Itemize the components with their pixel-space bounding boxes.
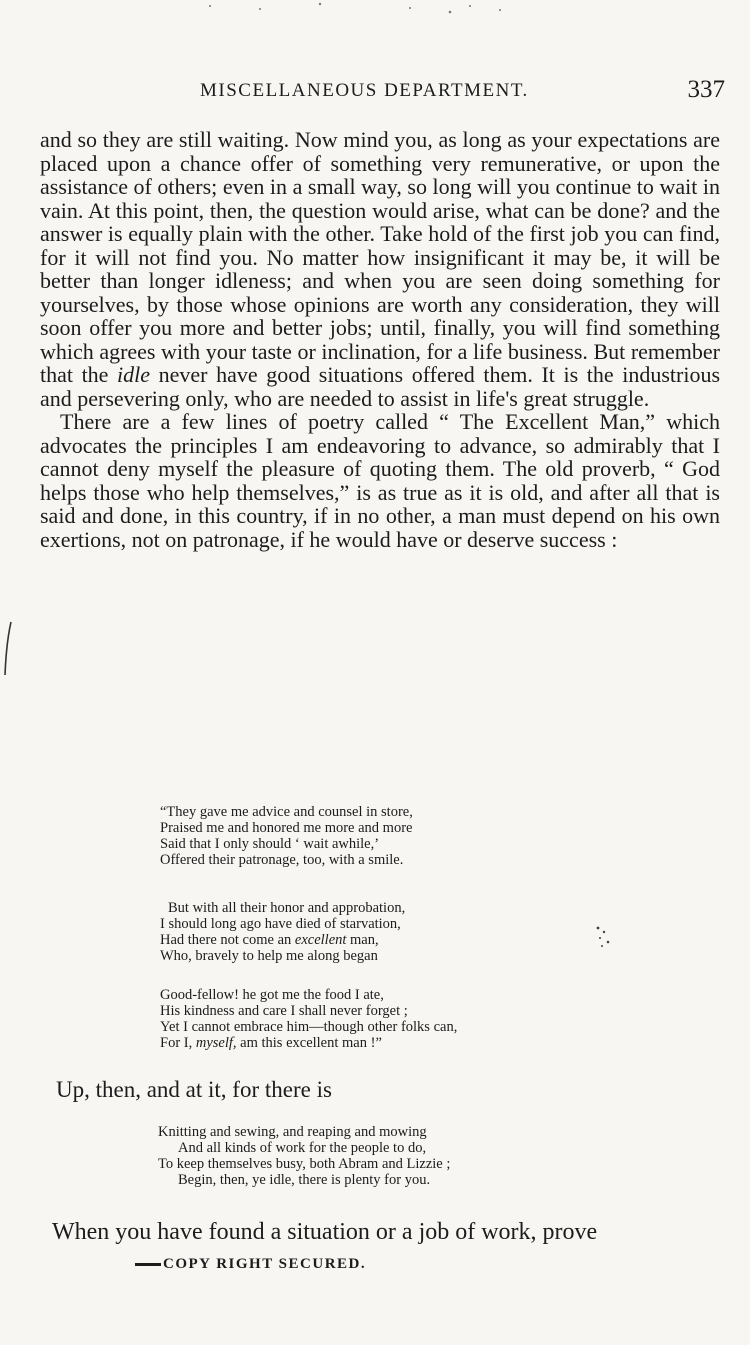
paragraph-text: and so they are still waiting. Now mind you, as long as your expectations are placed upon a chance offer of something very remunerative, or upon the assistance of others; even in a small way, so long will you continue to wait in vain. At this point, then, the question would arise, what can be done? and the answer is equally plain with the other. Take hold of the first job you can find, for it will not find you. No matter how insignificant it may be, it will be better than longer idleness; and when you are seen doing something for yourselves, by those whose opinions are worth any consideration, they will soon offer you more and better jobs; until, finally, you will find something which agrees with your taste or inclination, for a life business. But remember that the — [40, 127, 720, 387]
poem-line — [160, 932, 580, 948]
poem-text: man, — [350, 932, 379, 948]
poem-stanza — [160, 804, 580, 868]
copyright-notice — [135, 1256, 366, 1273]
verse-line: To keep themselves busy, both Abram and Lizzie ; — [158, 1156, 451, 1172]
emphasis-text: myself, — [195, 1035, 237, 1051]
verse-stanza — [158, 1124, 578, 1188]
poem-line: Good-fellow! he got me the food I ate, — [160, 987, 384, 1003]
poem-line: Said that I only should ‘ wait awhile,’ — [160, 836, 380, 852]
poem-line: His kindness and care I shall never forget ; — [160, 1003, 408, 1019]
poem-text: am this excellent man !” — [240, 1035, 382, 1051]
copyright-text: COPY RIGHT SECURED. — [163, 1256, 367, 1272]
poem-line — [160, 1035, 580, 1051]
poem-stanza — [160, 900, 580, 964]
verse-line: Knitting and sewing, and reaping and mowing — [158, 1124, 427, 1140]
paragraph-text: never have good situations offered them. It is the industrious and persevering only, who are needed to assist in life's great struggle. — [40, 362, 720, 411]
verse-line: Begin, then, ye idle, there is plenty for you. — [178, 1172, 431, 1188]
poem-line: But with all their honor and approbation, — [168, 900, 406, 916]
closing-line: When you have found a situation or a job of work, prove — [52, 1219, 598, 1245]
page-number: 337 — [687, 76, 725, 103]
emphasis-text: idle — [117, 362, 151, 387]
printing-specks — [592, 922, 616, 952]
poem-line: Offered their patronage, too, with a smile. — [160, 852, 404, 868]
emphasis-text: excellent — [294, 932, 347, 948]
poem-line: I should long ago have died of starvation, — [160, 916, 401, 932]
dash-mark — [135, 1263, 161, 1266]
poem-line: Yet I cannot embrace him—though other folks can, — [160, 1019, 458, 1035]
verse-line: And all kinds of work for the people to do, — [178, 1140, 427, 1156]
poem-stanza — [160, 987, 580, 1051]
poem-line: Who, bravely to help me along began — [160, 948, 378, 964]
paragraph: There are a few lines of poetry called “ The Excellent Man,” which advocates the principles I am endeavoring to advance, so admirably that I cannot deny myself the pleasure of quoting them. The old proverb, “ God helps those who help themselves,” is as true as it is old, and after all that is said and done, in this country, if in no other, a man must depend on his own exertions, not on patronage, if he would have or deserve success : — [40, 409, 720, 552]
running-head: MISCELLANEOUS DEPARTMENT. — [200, 80, 529, 101]
margin-pencil-mark — [2, 620, 14, 680]
printing-specks — [200, 0, 530, 20]
body-text — [40, 128, 720, 551]
poem-text: For I, — [160, 1035, 193, 1051]
transition-line: Up, then, and at it, for there is — [56, 1077, 332, 1102]
poem-line: Praised me and honored me more and more — [160, 820, 413, 836]
poem-text: Had there not come an — [160, 932, 292, 948]
paragraph — [40, 128, 720, 410]
page-header — [40, 76, 725, 106]
poem-line: “They gave me advice and counsel in store, — [160, 804, 413, 820]
